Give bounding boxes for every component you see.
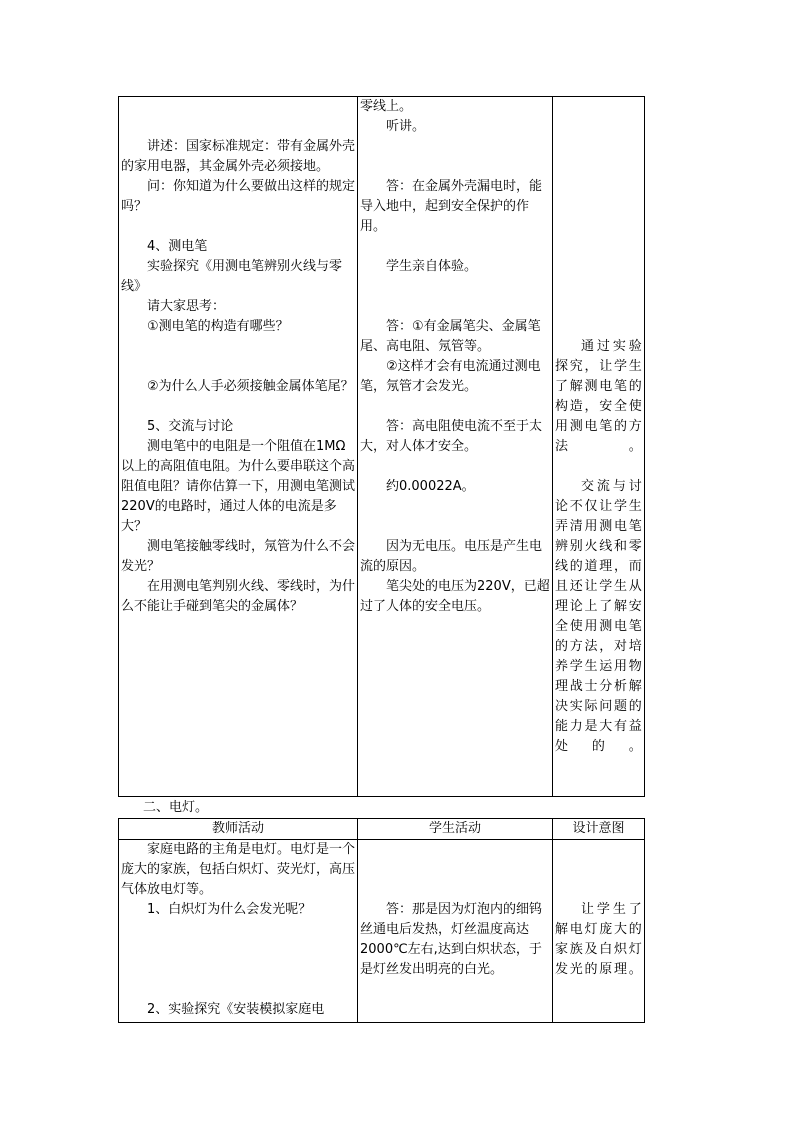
teacher-para: 在用测电笔判别火线、零线时，为什么不能让手碰到笔尖的金属体？ bbox=[121, 579, 356, 614]
teacher-para: 5、交流与讨论 bbox=[147, 419, 234, 434]
design-para: 交流与讨论不仅让学生弄清用测电笔辨别火线和零线的道理，而且还让学生从理论上了解安全使用测电笔的方法，对培养学生运用物理战士分析解决实际问题的能力是大有益处的。 bbox=[555, 479, 642, 754]
student-para: 约0.00022A。 bbox=[386, 479, 475, 494]
teacher-para: 讲述：国家标准规定：带有金属外壳的家用电器，其金属外壳必须接地。 bbox=[121, 139, 356, 174]
teacher-para: 问：你知道为什么要做出这样的规定吗？ bbox=[121, 179, 356, 214]
teacher-para: 请大家思考： bbox=[147, 299, 226, 314]
lesson-table-2 bbox=[118, 818, 645, 1023]
student-para: 学生亲自体验。 bbox=[386, 259, 478, 274]
teacher-para: 1、白炽灯为什么会发光呢？ bbox=[147, 902, 312, 917]
student-activity-cell bbox=[358, 840, 553, 1023]
student-para: 答：①有金属笔尖、金属笔尾、高电阻、氖管等。 bbox=[360, 319, 541, 354]
teacher-para: ②为什么人手必须接触金属体笔尾？ bbox=[147, 379, 354, 394]
design-intent-cell bbox=[553, 840, 645, 1023]
teacher-para: 家庭电路的主角是电灯。电灯是一个庞大的家族，包括白炽灯、荧光灯，高压气体放电灯等。 bbox=[121, 842, 356, 897]
design-para: 通过实验探究，让学生了解测电笔的构造，安全使用测电笔的方法。 bbox=[555, 339, 642, 454]
teacher-para: 实验探究《用测电笔辨别火线与零线》 bbox=[121, 259, 343, 294]
student-activity-cell bbox=[358, 97, 553, 797]
teacher-para: 2、实验探究《安装模拟家庭电 bbox=[147, 1002, 325, 1017]
section-title: 二、电灯。 bbox=[143, 800, 209, 815]
student-para: 笔尖处的电压为220V，已超过了人体的安全电压。 bbox=[360, 579, 550, 614]
teacher-para: 测电笔接触零线时，氖管为什么不会发光？ bbox=[121, 539, 356, 574]
teacher-para: 测电笔中的电阻是一个阻值在1MΩ以上的高阻值电阻。为什么要串联这个高阻值电阻？请你估算一下，用测电笔测试220V的电路时，通过人体的电流是多大？ bbox=[121, 439, 356, 534]
lesson-table-1 bbox=[118, 96, 645, 797]
teacher-activity-cell bbox=[119, 840, 358, 1023]
teacher-activity-cell bbox=[119, 97, 358, 797]
header-teacher: 教师活动 bbox=[119, 819, 358, 840]
student-para: ②这样才会有电流通过测电笔，氖管才会发光。 bbox=[360, 359, 541, 394]
teacher-para: 4、测电笔 bbox=[147, 239, 208, 254]
student-para: 零线上。 bbox=[360, 99, 413, 114]
header-design: 设计意图 bbox=[553, 819, 645, 840]
header-student: 学生活动 bbox=[358, 819, 553, 840]
student-para: 答：在金属外壳漏电时，能导入地中，起到安全保护的作用。 bbox=[360, 179, 543, 234]
design-para: 让学生了解电灯庞大的家族及白炽灯发光的原理。 bbox=[555, 902, 642, 977]
student-para: 答：高电阻使电流不至于太大，对人体才安全。 bbox=[360, 419, 543, 454]
teacher-para: ①测电笔的构造有哪些？ bbox=[147, 319, 289, 334]
design-intent-cell bbox=[553, 97, 645, 797]
student-para: 听讲。 bbox=[386, 119, 426, 134]
student-para: 答：那是因为灯泡内的细钨丝通电后发热，灯丝温度高达2000℃左右,达到白炽状态，于是灯丝发出明亮的白光。 bbox=[360, 902, 543, 977]
student-para: 因为无电压。电压是产生电流的原因。 bbox=[360, 539, 543, 574]
